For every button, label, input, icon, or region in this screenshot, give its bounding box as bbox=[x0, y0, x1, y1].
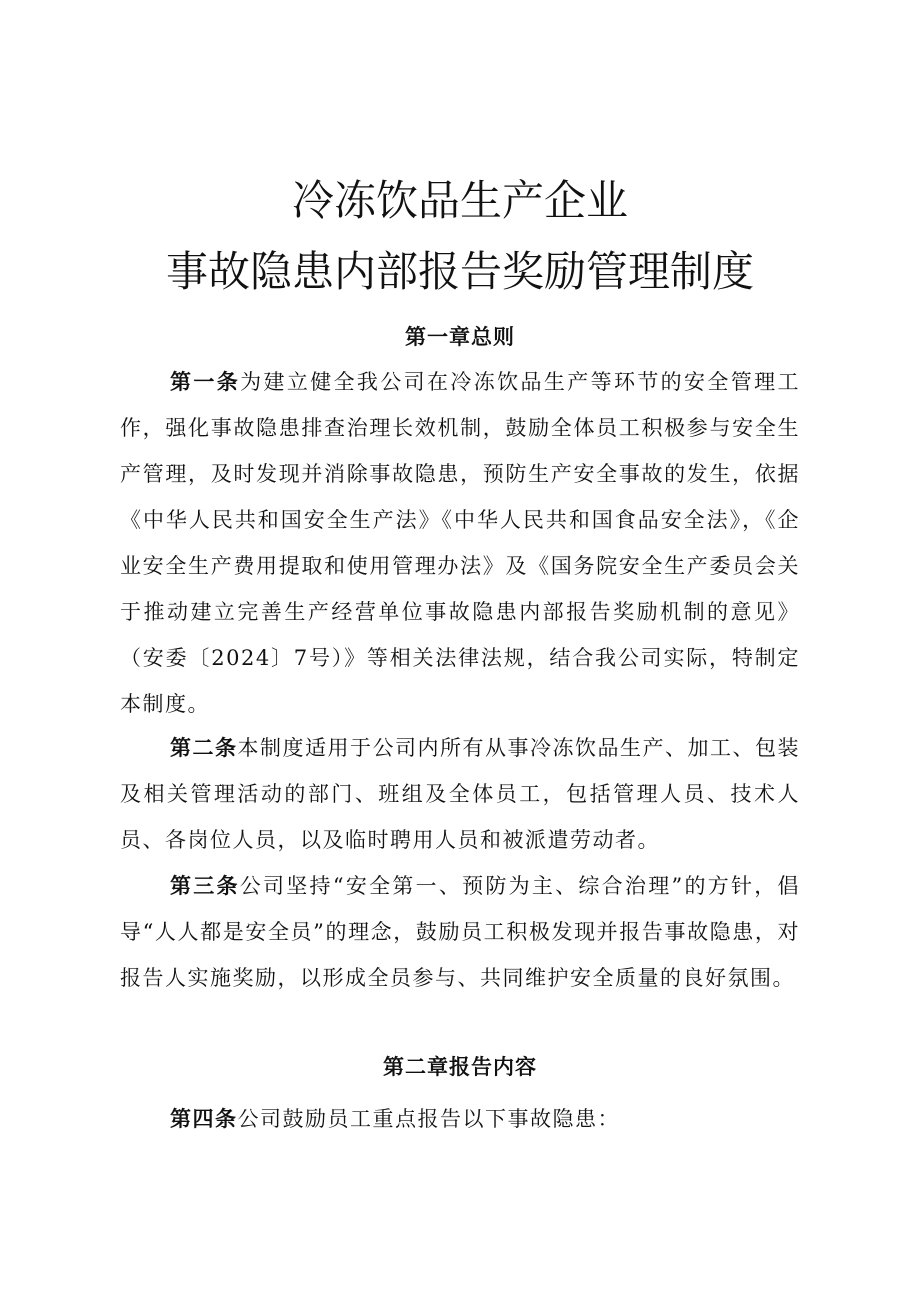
article-3 bbox=[120, 863, 800, 1001]
chapter-heading-2: 第二章报告内容 bbox=[383, 1055, 537, 1079]
article-2 bbox=[120, 725, 800, 863]
document-title-line-1: 冷冻饮品生产企业 bbox=[291, 176, 628, 225]
article-1-label: 第一条 bbox=[170, 370, 241, 394]
chapter-heading-1: 第一章总则 bbox=[405, 325, 515, 349]
article-2-label: 第二条 bbox=[170, 736, 238, 760]
article-1 bbox=[120, 359, 800, 727]
article-3-label: 第三条 bbox=[170, 874, 240, 898]
article-1-text: 为建立健全我公司在冷冻饮品生产等环节的安全管理工作，强化事故隐患排查治理长效机制，鼓励全体员工积极参与安全生产管理，及时发现并消除事故隐患，预防生产安全事故的发生，依据《中华人民共和国安全生产法》《中华人民共和国食品安全法》，《企业安全生产费用提取和使用管理办法》及《国务院安全生产委员会关于推动建立完善生产经营单位事故隐患内部报告奖励机制的意见》（安委〔2024〕7号）》等相关法律法规，结合我公司实际，特制定本制度。 bbox=[120, 370, 801, 716]
document-title-line-2: 事故隐患内部报告奖励管理制度 bbox=[165, 247, 754, 296]
article-4-label: 第四条 bbox=[170, 1107, 238, 1131]
article-3-text: 公司坚持“安全第一、预防为主、综合治理”的方针，倡导“人人都是安全员”的理念，鼓励员工积极发现并报告事故隐患，对报告人实施奖励，以形成全员参与、共同维护安全质量的良好氛围。 bbox=[120, 874, 800, 990]
article-2-text: 本制度适用于公司内所有从事冷冻饮品生产、加工、包装及相关管理活动的部门、班组及全体员工，包括管理人员、技术人员、各岗位人员，以及临时聘用人员和被派遣劳动者。 bbox=[120, 736, 800, 852]
article-4-text: 公司鼓励员工重点报告以下事故隐患： bbox=[237, 1107, 620, 1131]
article-4 bbox=[120, 1096, 800, 1142]
